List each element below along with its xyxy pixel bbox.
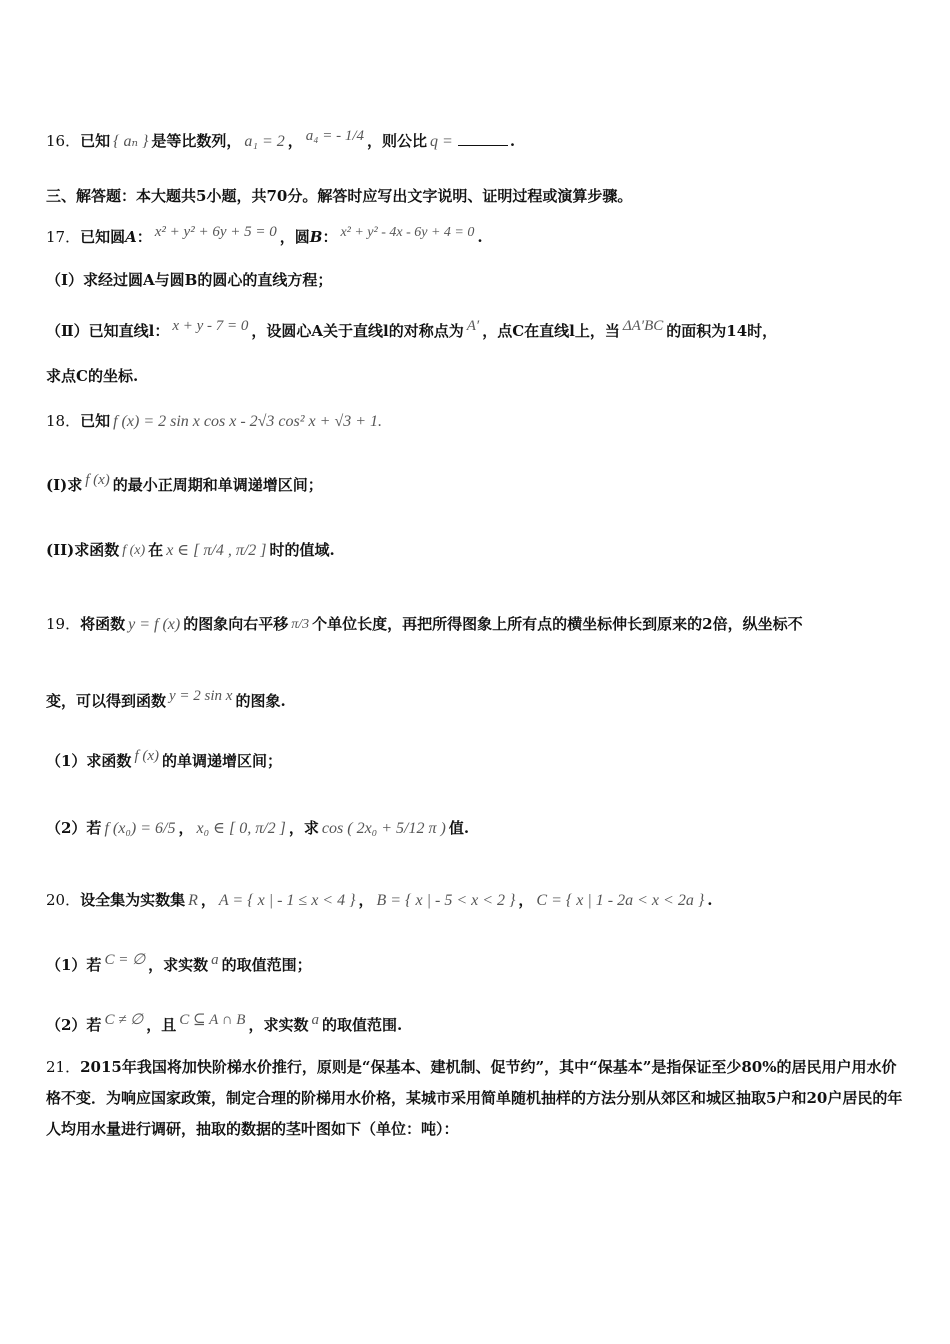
- text: （2）若: [46, 819, 102, 837]
- math-formula: A = { x | - 1 ≤ x < 4 }: [218, 892, 356, 909]
- math-formula: f (x): [85, 472, 110, 488]
- question-number: 20．: [46, 891, 81, 909]
- math-formula: B = { x | - 5 < x < 2 }: [376, 892, 516, 909]
- math-formula: cos ( 2x₀ + 5/12 π ): [321, 820, 446, 837]
- text: (II)求函数: [46, 541, 120, 559]
- math-formula: x² + y² + 6y + 5 = 0: [154, 224, 277, 240]
- text: 设全集为实数集: [80, 891, 186, 909]
- question-number: 18．: [46, 412, 81, 430]
- question-17: [46, 222, 910, 247]
- text: 的图象向右平移: [183, 615, 289, 633]
- math-formula: C = ∅: [104, 952, 146, 968]
- question-17-part-1: （Ⅰ）求经过圆A与圆B的圆心的直线方程；: [46, 271, 333, 289]
- text: ：: [136, 228, 152, 246]
- question-18-part-2: [46, 540, 910, 561]
- math-formula: x ∈ [ π/4 , π/2 ]: [166, 542, 267, 559]
- math-formula: a: [311, 1012, 319, 1028]
- math-formula: f (x): [122, 543, 146, 558]
- math-formula: f (x) = 2 sin x cos x - 2√3 cos² x + √3 + 1.: [113, 413, 383, 430]
- text: 已知: [80, 132, 111, 150]
- text: 的图象.: [235, 692, 286, 710]
- text: ，: [200, 891, 216, 909]
- text: ，: [358, 891, 374, 909]
- question-20: [46, 890, 910, 911]
- text: （1）若: [46, 956, 102, 974]
- math-formula: a₁ = 2: [244, 133, 285, 150]
- math-formula: A′: [466, 318, 480, 334]
- question-18: [46, 411, 910, 432]
- text: .: [509, 132, 516, 150]
- text: ，圆: [279, 228, 310, 246]
- text: 变，可以得到函数: [46, 692, 167, 710]
- text: （Ⅱ）已知直线l：: [46, 322, 170, 340]
- math-formula: ΔA′BC: [622, 318, 664, 334]
- text: 在: [148, 541, 164, 559]
- math-formula: x² + y² - 4x - 6y + 4 = 0: [340, 225, 475, 240]
- question-number: 19．: [46, 615, 81, 633]
- text: （1）求函数: [46, 752, 132, 770]
- text: 已知圆: [80, 228, 126, 246]
- question-number: 16．: [46, 132, 81, 150]
- text: 的取值范围；: [221, 956, 312, 974]
- text: ，: [518, 891, 534, 909]
- text: ，设圆心A关于直线l的对称点为: [251, 322, 464, 340]
- text: 已知: [80, 412, 111, 430]
- question-17-part-2: [46, 316, 910, 341]
- text: ，: [287, 132, 303, 150]
- text: 是等比数列，: [151, 132, 242, 150]
- question-21: [46, 1052, 910, 1145]
- question-17-part-2-cont: 求点C的坐标.: [46, 367, 139, 385]
- math-formula: C ⊆ A ∩ B: [179, 1012, 246, 1028]
- text: 的取值范围.: [321, 1016, 403, 1034]
- text: ，求实数: [148, 956, 209, 974]
- text: ，点C在直线l上，当: [482, 322, 620, 340]
- question-20-part-1: [46, 950, 910, 975]
- text: （2）若: [46, 1016, 102, 1034]
- math-formula: R: [188, 892, 198, 909]
- text: 时的值域.: [269, 541, 335, 559]
- math-formula: C = { x | 1 - 2a < x < 2a }: [536, 892, 705, 909]
- question-20-part-2: [46, 1010, 910, 1035]
- text: ，求: [288, 819, 319, 837]
- text: 的最小正周期和单调递增区间；: [112, 476, 323, 494]
- text: .: [707, 891, 713, 909]
- math-formula: y = 2 sin x: [169, 688, 233, 704]
- question-16: [46, 126, 910, 152]
- math-formula: C ≠ ∅: [104, 1012, 144, 1028]
- text: ：: [322, 228, 338, 246]
- text: ，: [178, 819, 194, 837]
- text: 值.: [448, 819, 470, 837]
- text: 的单调递增区间；: [162, 752, 283, 770]
- label-a: A: [125, 228, 137, 246]
- math-formula: a₄ = - 1/4: [305, 128, 365, 144]
- question-19: [46, 614, 910, 635]
- question-19-part-1: [46, 746, 910, 771]
- text: ，则公比: [367, 132, 428, 150]
- answer-blank: [458, 131, 508, 146]
- text: 将函数: [80, 615, 126, 633]
- math-formula: f (x₀) = 6/5: [104, 820, 176, 837]
- section-heading: 三、解答题：本大题共5小题，共70分。解答时应写出文字说明、证明过程或演算步骤。: [46, 187, 633, 205]
- text: (I)求: [46, 476, 83, 494]
- math-formula: a: [211, 952, 219, 968]
- question-number: 21．: [46, 1058, 81, 1076]
- text: 的面积为14时，: [666, 322, 778, 340]
- math-formula: π/3: [291, 617, 310, 632]
- question-19-part-2: [46, 818, 910, 839]
- math-formula: x + y - 7 = 0: [172, 318, 249, 334]
- text: .: [477, 228, 483, 246]
- math-formula: x₀ ∈ [ 0, π/2 ]: [196, 820, 286, 837]
- math-formula: { aₙ }: [113, 133, 149, 150]
- question-21-text: 2015年我国将加快阶梯水价推行，原则是“保基本、建机制、促节约”，其中“保基本”是指保证至少80%的居民用户用水价格不变．为响应国家政策，制定合理的阶梯用水价格，某城市采用简单随机抽样的方法分别从郊区和城区抽取5户和20户居民的年人均用水量进行调研，抽取的数据的茎叶图如下（单位：吨）：: [46, 1058, 903, 1138]
- math-formula: q =: [430, 133, 453, 150]
- text: 个单位长度，再把所得图象上所有点的横坐标伸长到原来的2倍，纵坐标不: [312, 615, 803, 633]
- question-18-part-1: [46, 470, 910, 495]
- math-formula: y = f (x): [128, 616, 181, 633]
- text: ，求实数: [248, 1016, 309, 1034]
- question-number: 17．: [46, 228, 81, 246]
- question-19-cont: [46, 686, 910, 711]
- label-b: B: [309, 228, 323, 246]
- text: ，且: [146, 1016, 177, 1034]
- math-formula: f (x): [134, 748, 160, 764]
